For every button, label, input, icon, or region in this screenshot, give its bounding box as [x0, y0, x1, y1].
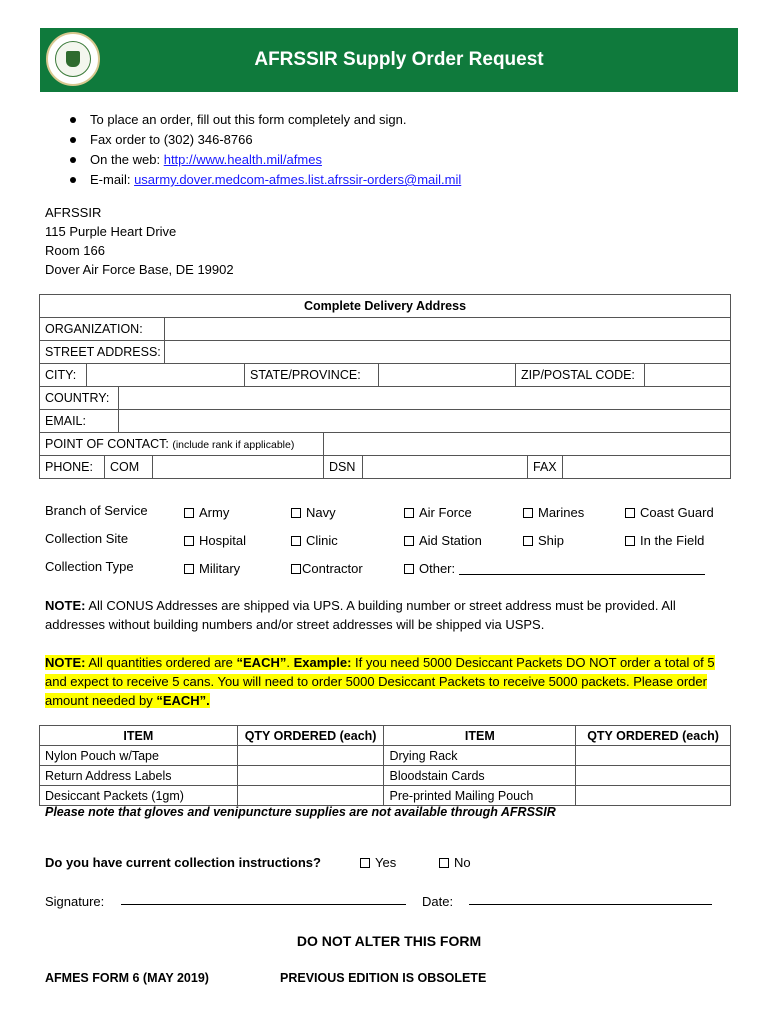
branch-option[interactable]: Coast Guard: [625, 502, 714, 524]
checkbox-icon[interactable]: [625, 536, 635, 546]
email-field[interactable]: [119, 410, 731, 432]
mailing-address: [45, 203, 234, 279]
obsolete-notice: PREVIOUS EDITION IS OBSOLETE: [280, 971, 487, 985]
street-address-label: STREET ADDRESS:: [45, 345, 161, 359]
web-link[interactable]: http://www.health.mil/afmes: [163, 152, 322, 167]
instructions-question: Do you have current collection instructions?: [45, 855, 321, 870]
organization-field[interactable]: [165, 318, 731, 340]
column-header: ITEM: [40, 726, 238, 746]
item-name: Pre-printed Mailing Pouch: [384, 786, 576, 806]
signature-label: Signature:: [45, 894, 105, 909]
ctype-option[interactable]: Other:: [404, 558, 705, 580]
column-header: QTY ORDERED (each): [237, 726, 384, 746]
dsn-label: DSN: [329, 460, 356, 474]
branch-of-service-row: [45, 500, 735, 522]
city-field[interactable]: [87, 364, 244, 386]
country-field[interactable]: [119, 387, 731, 409]
table-row: [40, 786, 731, 806]
other-field[interactable]: [459, 563, 705, 575]
items-table: [39, 725, 731, 806]
instruction-item: On the web: http://www.health.mil/afmes: [70, 150, 461, 170]
address-line: Room 166: [45, 243, 105, 258]
instruction-list: [70, 110, 461, 190]
qty-field[interactable]: [237, 766, 384, 786]
country-label: COUNTRY:: [45, 391, 110, 405]
checkbox-icon[interactable]: [439, 858, 449, 868]
dsn-field[interactable]: [363, 456, 527, 478]
checkbox-icon[interactable]: [291, 508, 301, 518]
item-name: Nylon Pouch w/Tape: [40, 746, 238, 766]
item-name: Drying Rack: [384, 746, 576, 766]
com-field[interactable]: [153, 456, 323, 478]
ctype-option[interactable]: Military: [184, 558, 240, 580]
ctype-label: Collection Type: [45, 559, 134, 574]
state-field[interactable]: [379, 364, 515, 386]
checkbox-icon[interactable]: [184, 564, 194, 574]
do-not-alter-notice: DO NOT ALTER THIS FORM: [296, 933, 482, 949]
checkbox-icon[interactable]: [360, 858, 370, 868]
item-name: Return Address Labels: [40, 766, 238, 786]
site-option[interactable]: Aid Station: [404, 530, 482, 552]
checkbox-icon[interactable]: [523, 536, 533, 546]
item-name: Desiccant Packets (1gm): [40, 786, 238, 806]
address-line: 115 Purple Heart Drive: [45, 224, 177, 239]
instructions-yes-option[interactable]: Yes: [360, 855, 396, 870]
site-label: Collection Site: [45, 531, 129, 546]
phone-label: PHONE:: [45, 460, 93, 474]
gloves-note: Please note that gloves and venipuncture supplies are not available through AFRSSIR: [45, 805, 556, 819]
branch-option[interactable]: Marines: [523, 502, 584, 524]
date-label: Date:: [422, 894, 454, 909]
site-option[interactable]: Ship: [523, 530, 564, 552]
fax-field[interactable]: [563, 456, 731, 478]
instruction-item: E-mail: usarmy.dover.medcom-afmes.list.afrssir-orders@mail.mil: [70, 170, 461, 190]
instructions-no-option[interactable]: No: [439, 855, 471, 870]
table-row: [40, 766, 731, 786]
branch-option[interactable]: Army: [184, 502, 229, 524]
branch-option[interactable]: Navy: [291, 502, 336, 524]
collection-type-row: [45, 556, 735, 578]
ctype-option[interactable]: Contractor: [291, 558, 363, 580]
instruction-item: Fax order to (302) 346-8766: [70, 130, 461, 150]
email-link[interactable]: usarmy.dover.medcom-afmes.list.afrssir-orders@mail.mil: [134, 172, 462, 187]
site-option[interactable]: Hospital: [184, 530, 246, 552]
column-header: ITEM: [384, 726, 576, 746]
qty-field[interactable]: [237, 746, 384, 766]
checkbox-icon[interactable]: [184, 508, 194, 518]
qty-field[interactable]: [237, 786, 384, 806]
street-address-field[interactable]: [165, 341, 731, 363]
checkbox-icon[interactable]: [291, 536, 301, 546]
qty-field[interactable]: [576, 766, 731, 786]
email-label: EMAIL:: [45, 414, 86, 428]
checkbox-icon[interactable]: [625, 508, 635, 518]
form-header: [40, 28, 738, 92]
table-header-row: [40, 726, 731, 746]
state-label: STATE/PROVINCE:: [250, 368, 361, 382]
address-line: Dover Air Force Base, DE 19902: [45, 262, 234, 277]
date-field[interactable]: [469, 893, 712, 905]
instruction-item: To place an order, fill out this form completely and sign.: [70, 110, 461, 130]
checkbox-icon[interactable]: [184, 536, 194, 546]
zip-field[interactable]: [645, 364, 731, 386]
delivery-heading: Complete Delivery Address: [303, 299, 467, 313]
checkbox-icon[interactable]: [404, 536, 414, 546]
table-row: [40, 746, 731, 766]
collection-site-row: [45, 528, 735, 550]
column-header: QTY ORDERED (each): [576, 726, 731, 746]
signature-field[interactable]: [121, 893, 406, 905]
delivery-address-table: [39, 294, 731, 479]
organization-label: ORGANIZATION:: [45, 322, 143, 336]
checkbox-icon[interactable]: [291, 564, 301, 574]
site-option[interactable]: Clinic: [291, 530, 338, 552]
qty-field[interactable]: [576, 786, 731, 806]
qty-field[interactable]: [576, 746, 731, 766]
poc-label: POINT OF CONTACT: (include rank if applicable): [45, 437, 295, 451]
item-name: Bloodstain Cards: [384, 766, 576, 786]
branch-label: Branch of Service: [45, 503, 148, 518]
city-label: CITY:: [45, 368, 77, 382]
checkbox-icon[interactable]: [404, 564, 414, 574]
site-option[interactable]: In the Field: [625, 530, 704, 552]
poc-field[interactable]: [324, 433, 731, 455]
zip-label: ZIP/POSTAL CODE:: [521, 368, 635, 382]
quantity-note: NOTE: All quantities ordered are “EACH”. Example: If you need 5000 Desiccant Packets DO NOT order a total of 5 and expect to receive 5 cans. You will need to order 5000 Desiccant Packets to receive 5000 packets. Please order amount needed by “EACH”.: [45, 655, 715, 708]
shipping-note: NOTE: All CONUS Addresses are shipped via UPS. A building number or street address must be provided. All addresses without building numbers and/or street addresses will be shipped via USPS.: [45, 598, 676, 632]
form-title: AFRSSIR Supply Order Request: [254, 49, 544, 70]
form-id: AFMES FORM 6 (MAY 2019): [45, 971, 209, 985]
branch-option[interactable]: Air Force: [404, 502, 472, 524]
checkbox-icon[interactable]: [404, 508, 414, 518]
address-line: AFRSSIR: [45, 205, 102, 220]
checkbox-icon[interactable]: [523, 508, 533, 518]
com-label: COM: [110, 460, 140, 474]
fax-label: FAX: [533, 460, 557, 474]
